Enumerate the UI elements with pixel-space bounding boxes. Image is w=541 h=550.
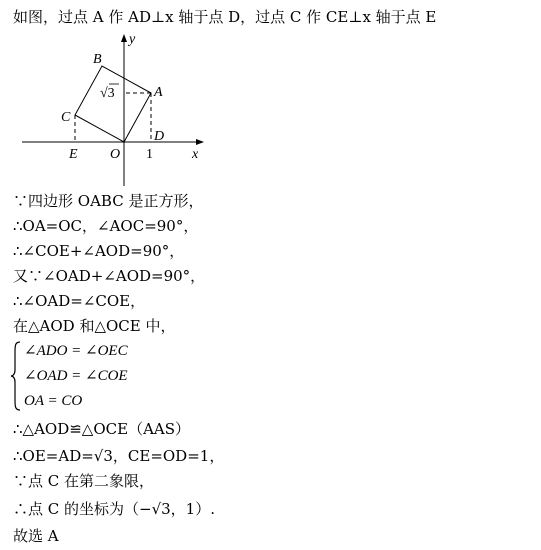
label-c: C: [61, 110, 71, 125]
label-one: 1: [146, 147, 153, 162]
proof-line-10: ∴点 C 的坐标为（−√3，1）.: [13, 500, 215, 518]
label-e: E: [69, 147, 78, 162]
proof-line-2: ∴OA=OC，∠AOC=90°，: [13, 217, 199, 235]
proof-line-1: ∵四边形 OABC 是正方形，: [13, 192, 204, 210]
proof-line-5: ∴∠OAD=∠COE，: [13, 292, 146, 310]
proof-line-7: ∴△AOD≌△OCE（AAS）: [13, 420, 191, 438]
equation-system: [10, 340, 210, 412]
label-a: A: [154, 85, 163, 100]
x-axis-arrow-icon: [196, 139, 204, 145]
system-line-1: ∠ADO = ∠OEC: [24, 343, 128, 359]
proof-line-11: 故选 A: [13, 527, 59, 545]
geometry-figure: [18, 30, 218, 190]
label-x: x: [192, 147, 199, 162]
label-o: O: [110, 147, 121, 162]
intro-text: 如图，过点 A 作 AD⊥x 轴于点 D，过点 C 作 CE⊥x 轴于点 E: [13, 8, 437, 26]
square-oabc: [75, 66, 151, 142]
label-b: B: [93, 52, 102, 67]
proof-line-4: 又∵∠OAD+∠AOD=90°，: [13, 267, 206, 285]
label-d: D: [154, 129, 165, 144]
system-line-2: ∠OAD = ∠COE: [24, 368, 128, 384]
label-sqrt3: √3: [100, 86, 115, 101]
proof-line-8: ∴OE=AD=√3，CE=OD=1，: [13, 447, 225, 465]
proof-line-6: 在△AOD 和△OCE 中，: [13, 317, 176, 335]
left-brace-icon: [10, 340, 22, 412]
proof-line-3: ∴∠COE+∠AOD=90°，: [13, 242, 185, 260]
system-line-3: OA = CO: [24, 393, 83, 409]
proof-line-9: ∵点 C 在第二象限，: [13, 472, 155, 490]
y-axis-arrow-icon: [121, 34, 127, 42]
label-y: y: [129, 32, 136, 47]
